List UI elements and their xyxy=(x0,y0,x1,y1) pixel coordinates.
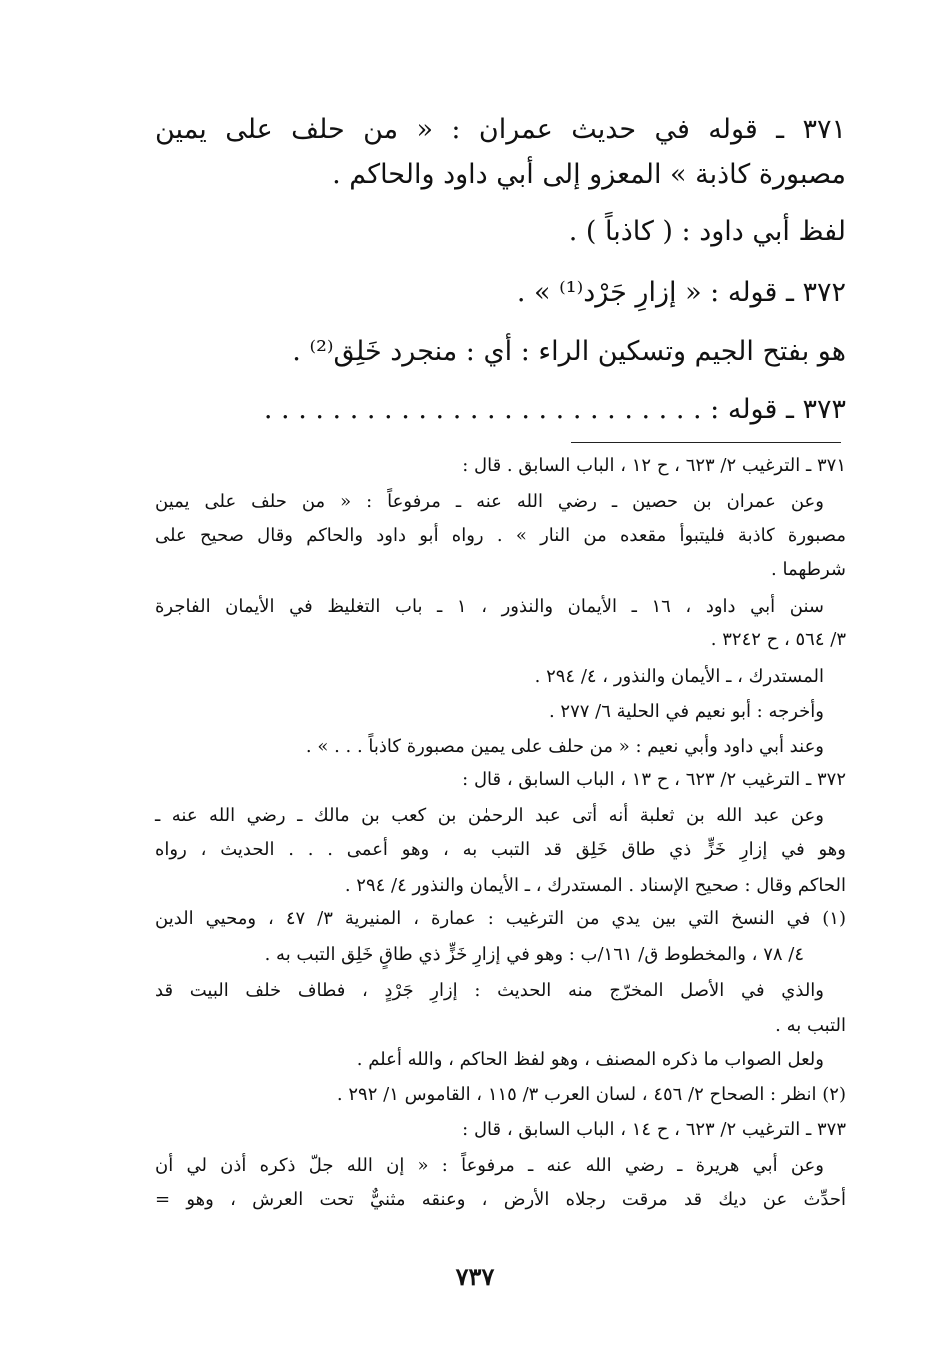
main-line-372-explanation: هو بفتح الجيم وتسكين الراء : أي : منجرد خَلِق⁽²⁾ . xyxy=(292,336,846,367)
footnote-line: المستدرك ، ـ الأيمان والنذور ، ٤/ ٢٩٤ . xyxy=(534,666,824,687)
footnote-line: الحاكم وقال : صحيح الإسناد . المستدرك ، ـ الأيمان والنذور ٤/ ٢٩٤ . xyxy=(344,875,846,896)
main-line-372-heading: ٣٧٢ ـ قوله : « إزارِ جَرْد⁽¹⁾ » . xyxy=(516,277,846,308)
footnote-line: والذي في الأصل المخرّج منه الحديث : إزارِ جَرْدٍ ، فطاف خلف البيت قد xyxy=(155,980,824,1001)
footnote-line: وعن أبي هريرة ـ رضي الله عنه ـ مرفوعاً : « إن الله جلّ ذكره أذن لي أن xyxy=(155,1155,824,1176)
main-line-371-heading: ٣٧١ ـ قوله في حديث عمران : « من حلف على يمين xyxy=(155,114,846,145)
page-number: ٧٣٧ xyxy=(455,1262,495,1291)
footnote-line: ٣٧٣ ـ الترغيب ٢/ ٦٢٣ ، ح ١٤ ، الباب السابق ، قال : xyxy=(462,1119,846,1140)
main-line-371-cont: مصبورة كاذبة » المعزو إلى أبي داود والحاكم . xyxy=(332,159,846,190)
main-line-371-note: لفظ أبي داود : ( كاذباً ) . xyxy=(568,216,846,247)
footnote-line: (١) في النسخ التي بين يدي من الترغيب : عمارة ، المنيرية ٣/ ٤٧ ، ومحيي الدين xyxy=(155,908,846,929)
main-line-373-heading: ٣٧٣ ـ قوله : . . . . . . . . . . . . . . . . . . . . . . . . . . xyxy=(263,394,846,425)
footnote-line: (٢) انظر : الصحاح ٢/ ٤٥٦ ، لسان العرب ٣/ ١١٥ ، القاموس ١/ ٢٩٢ . xyxy=(336,1084,846,1105)
footnote-line: أحدِّث عن ديك قد مرقت رجلاه الأرض ، وعنقه مثنيٌّ تحت العرش ، وهو = xyxy=(155,1189,846,1210)
footnote-line: وعند أبي داود وأبي نعيم : « من حلف على يمين مصبورة كاذباً . . . » . xyxy=(305,736,824,757)
footnote-line: التبب به . xyxy=(775,1015,846,1036)
footnote-line: ٣٧٢ ـ الترغيب ٢/ ٦٢٣ ، ح ١٣ ، الباب السابق ، قال : xyxy=(462,769,846,790)
footnote-line: مصبورة كاذبة فليتبوأ مقعده من النار » . رواه أبو داود والحاكم وقال صحيح على xyxy=(155,525,846,546)
footnote-line: شرطهما . xyxy=(771,559,846,580)
footnote-line: سنن أبي داود ، ١٦ ـ الأيمان والنذور ، ١ ـ باب التغليظ في الأيمان الفاجرة xyxy=(155,596,824,617)
footnote-line: وعن عبد الله بن ثعلبة أنه أتى عبد الرحمٰن بن كعب بن مالك ـ رضي الله عنه ـ xyxy=(155,805,824,826)
footnote-line: وهو في إزارِ خَزٍّ ذي طاق خَلِق قد التبب به ، وهو أعمى . . . الحديث ، رواه xyxy=(155,839,846,860)
footnote-separator xyxy=(571,442,841,443)
footnote-line: ٣/ ٥٦٤ ، ح ٣٢٤٢ . xyxy=(710,629,846,650)
footnote-line: ولعل الصواب ما ذكره المصنف ، وهو لفظ الحاكم ، والله أعلم . xyxy=(356,1049,824,1070)
footnote-line: ٣٧١ ـ الترغيب ٢/ ٦٢٣ ، ح ١٢ ، الباب السابق . قال : xyxy=(462,455,846,476)
footnote-line: وعن عمران بن حصين ـ رضي الله عنه ـ مرفوعاً : « من حلف على يمين xyxy=(155,491,824,512)
footnote-line: وأخرجه : أبو نعيم في الحلية ٦/ ٢٧٧ . xyxy=(548,701,824,722)
footnote-line: ٤/ ٧٨ ، والمخطوط ق/ ١٦١/ب : وهو في إزارِ خَزٍّ ذي طاقٍ خَلِق التبب به . xyxy=(264,944,804,965)
